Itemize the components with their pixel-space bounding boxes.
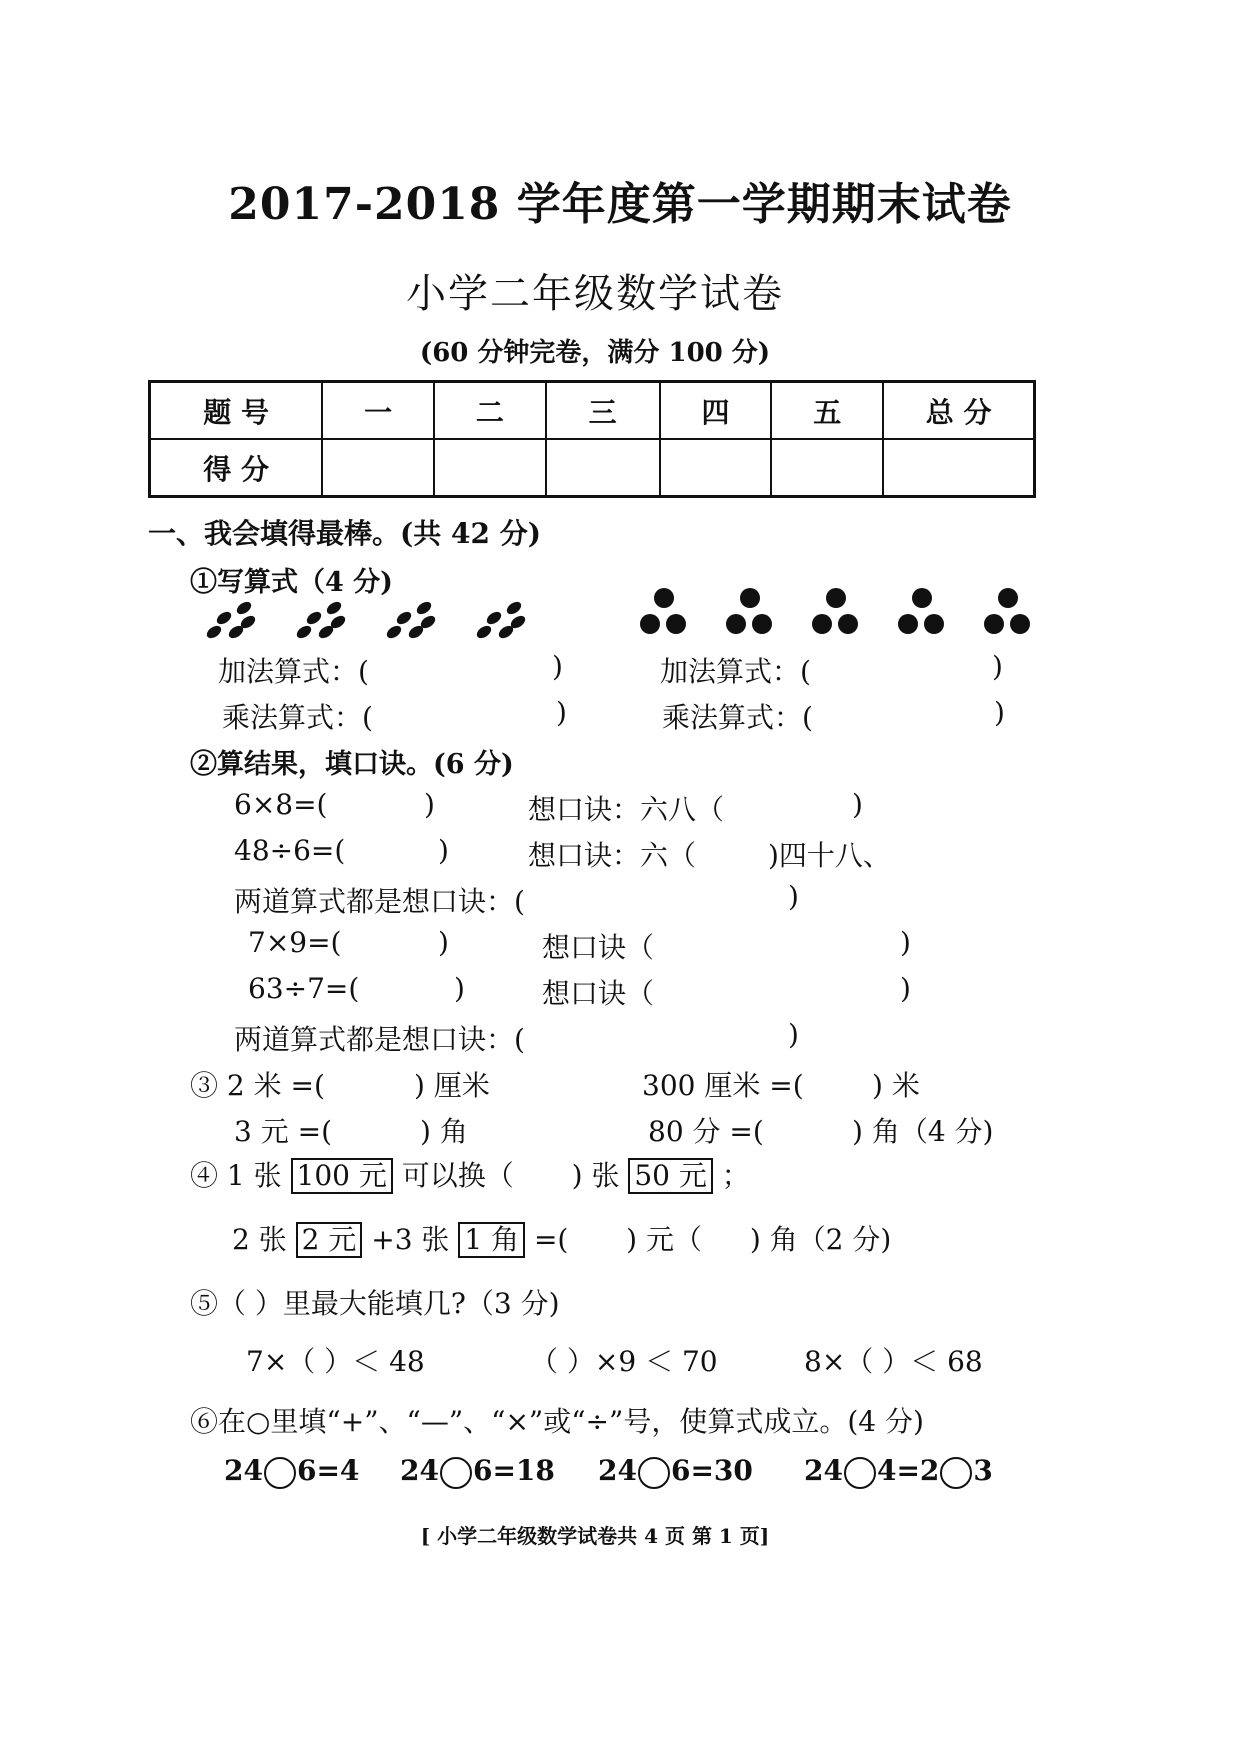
score-cell: 一 bbox=[322, 382, 434, 440]
inequality-text: （ ）×9 ＜ 70 bbox=[530, 1345, 718, 1378]
money-text: 可以换（ bbox=[401, 1159, 514, 1192]
number-text: 24 bbox=[804, 1454, 843, 1487]
equation-text: 7×9=( bbox=[248, 926, 342, 959]
mnemonic-text: 想口诀（ bbox=[542, 977, 655, 1010]
money-text: ) 元（ bbox=[626, 1223, 702, 1256]
addition-formula-label: 加法算式：( bbox=[660, 655, 811, 688]
paren-close: ) bbox=[992, 650, 1003, 683]
paren-close: ) bbox=[424, 788, 435, 821]
question-title: ⑥在○里填“+”、“—”、“×”或“÷”号，使算式成立。(4 分) bbox=[190, 1405, 924, 1438]
money-text: ④ 1 张 bbox=[190, 1159, 282, 1192]
equation-text: 63÷7=( bbox=[248, 972, 360, 1005]
score-cell: 四 bbox=[660, 382, 772, 440]
number-text: 3 bbox=[973, 1454, 993, 1487]
equation-text: 6×8=( bbox=[234, 788, 328, 821]
paren-close: ) bbox=[788, 880, 799, 913]
mnemonic-text: 想口诀：六（ bbox=[528, 839, 697, 872]
money-text: =( bbox=[533, 1223, 569, 1256]
ball-group-icon bbox=[636, 584, 1036, 644]
conversion-text: ③ 2 米 =( bbox=[190, 1069, 325, 1102]
operator-circle-input[interactable] bbox=[844, 1457, 876, 1489]
paren-close: ) bbox=[788, 1018, 799, 1051]
money-text: +3 张 bbox=[371, 1223, 450, 1256]
score-cell: 二 bbox=[434, 382, 546, 440]
section-heading: 一、我会填得最棒。(共 42 分) bbox=[148, 517, 541, 550]
operator-equation bbox=[598, 1454, 753, 1489]
operator-equation bbox=[400, 1454, 555, 1489]
number-text: 24 bbox=[224, 1454, 263, 1487]
paren-close: ) bbox=[438, 834, 449, 867]
paren-close: ) bbox=[556, 696, 567, 729]
mnemonic-text: 想口诀：六八（ bbox=[528, 793, 725, 826]
paren-close: ) bbox=[454, 972, 465, 1005]
banknote-box: 1 角 bbox=[458, 1222, 525, 1258]
operator-circle-input[interactable] bbox=[940, 1457, 972, 1489]
multiplication-formula-label: 乘法算式：( bbox=[222, 701, 373, 734]
exam-subtitle: 小学二年级数学试卷 bbox=[406, 271, 784, 317]
operator-equation bbox=[804, 1454, 993, 1489]
conversion-text: 300 厘米 =( bbox=[642, 1069, 804, 1102]
number-text: 24 bbox=[400, 1454, 439, 1487]
conversion-text: ) 厘米 bbox=[414, 1069, 490, 1102]
number-text: 6=4 bbox=[296, 1454, 360, 1487]
conversion-text: ) 米 bbox=[872, 1069, 920, 1102]
score-input-cell[interactable] bbox=[771, 439, 883, 497]
score-cell-label: 题 号 bbox=[150, 382, 323, 440]
money-text: 2 张 bbox=[232, 1223, 287, 1256]
equation-text: 48÷6=( bbox=[234, 834, 346, 867]
multiplication-formula-label: 乘法算式：( bbox=[662, 701, 813, 734]
page-footer: [ 小学二年级数学试卷共 4 页 第 1 页] bbox=[420, 1524, 770, 1548]
paren-close: ) bbox=[438, 926, 449, 959]
operator-equation bbox=[224, 1454, 359, 1489]
exam-note: (60 分钟完卷，满分 100 分) bbox=[419, 338, 771, 368]
mnemonic-prompt: 两道算式都是想口诀：( bbox=[234, 1023, 525, 1056]
score-input-cell[interactable] bbox=[322, 439, 434, 497]
score-cell: 三 bbox=[546, 382, 660, 440]
mnemonic-prompt: 两道算式都是想口诀：( bbox=[234, 885, 525, 918]
conversion-text: 80 分 =( bbox=[648, 1115, 764, 1148]
score-input-cell[interactable] bbox=[883, 439, 1034, 497]
question-title: ②算结果，填口诀。(6 分) bbox=[190, 749, 514, 780]
paren-close: ) bbox=[552, 650, 563, 683]
conversion-text: 3 元 =( bbox=[234, 1115, 333, 1148]
money-text: ) 角（2 分) bbox=[749, 1223, 892, 1256]
number-text: 6=30 bbox=[670, 1454, 753, 1487]
score-input-cell[interactable] bbox=[546, 439, 660, 497]
operator-circle-input[interactable] bbox=[638, 1457, 670, 1489]
number-text: 6=18 bbox=[472, 1454, 555, 1487]
inequality-text: 8×（ ）＜ 68 bbox=[804, 1345, 983, 1378]
score-input-cell[interactable] bbox=[434, 439, 546, 497]
exam-title: 2017-2018 学年度第一学期期末试卷 bbox=[228, 179, 1012, 230]
banknote-box: 2 元 bbox=[296, 1222, 363, 1258]
conversion-text: ) 角 bbox=[420, 1115, 468, 1148]
score-cell-total: 总 分 bbox=[883, 382, 1034, 440]
question-title: ①写算式（4 分) bbox=[190, 567, 393, 598]
mnemonic-text: )四十八、 bbox=[768, 839, 891, 872]
question-title: ⑤（ ）里最大能填几?（3 分) bbox=[190, 1287, 560, 1320]
money-exchange-line bbox=[190, 1154, 750, 1194]
number-text: 4=2 bbox=[876, 1454, 940, 1487]
score-table bbox=[148, 380, 1036, 498]
candy-group-icon bbox=[200, 588, 560, 644]
banknote-box: 100 元 bbox=[291, 1158, 393, 1194]
paren-close: ) bbox=[852, 788, 863, 821]
paren-close: ) bbox=[900, 926, 911, 959]
addition-formula-label: 加法算式：( bbox=[218, 655, 369, 688]
score-cell: 五 bbox=[771, 382, 883, 440]
money-text: ； bbox=[721, 1159, 750, 1192]
score-cell-label: 得 分 bbox=[150, 439, 323, 497]
operator-circle-input[interactable] bbox=[440, 1457, 472, 1489]
mnemonic-text: 想口诀（ bbox=[542, 931, 655, 964]
paren-close: ) bbox=[900, 972, 911, 1005]
paren-close: ) bbox=[994, 696, 1005, 729]
operator-circle-input[interactable] bbox=[264, 1457, 296, 1489]
money-sum-line bbox=[232, 1218, 891, 1258]
number-text: 24 bbox=[598, 1454, 637, 1487]
conversion-text: ) 角（4 分) bbox=[852, 1115, 994, 1148]
score-input-cell[interactable] bbox=[660, 439, 772, 497]
banknote-box: 50 元 bbox=[628, 1158, 713, 1194]
inequality-text: 7×（ ）＜ 48 bbox=[246, 1345, 425, 1378]
money-text: ) 张 bbox=[571, 1159, 620, 1192]
